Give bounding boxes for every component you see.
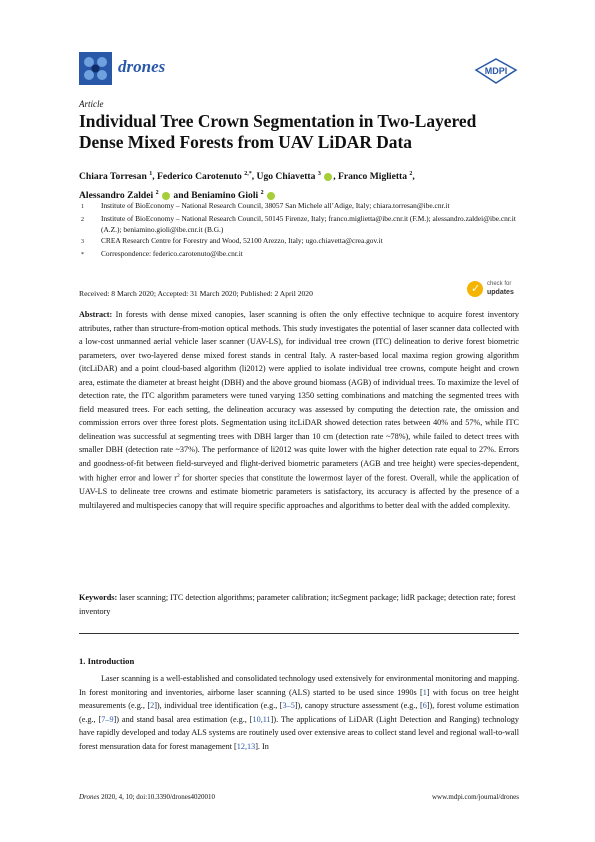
author-affil-sup: 2 — [155, 190, 159, 197]
svg-text:MDPI: MDPI — [484, 66, 508, 76]
mdpi-logo — [474, 58, 518, 84]
intro-text: ]), forest volume estimation (e.g., [ — [79, 701, 520, 724]
footer-doi: 2020, 4, 10; doi:10.3390/drones4020010 — [99, 793, 216, 801]
author-name: Federico Carotenuto — [157, 171, 242, 183]
abstract-label: Abstract: — [79, 310, 113, 319]
abstract — [79, 308, 519, 512]
publication-dates: Received: 8 March 2020; Accepted: 31 March 2020; Published: 2 April 2020 — [79, 289, 313, 298]
article-type: Article — [79, 99, 104, 109]
citation-link[interactable]: 1 — [422, 687, 427, 697]
affiliation-item — [79, 200, 519, 213]
abstract-text: In forests with dense mixed canopies, laser scanning is often the only effective technique to acquire forest inventory attributes, rather than structure-from-motion optical methods. This study investigates the potential of laser scanner data collected with a low-cost unmanned aerial vehicle laser scanner (UAV-LS), for individual tree crown (ITC) delineation to derive forest biometric parameters, over two-layered dense mixed forest stands in central Italy. A raster-based local maxima region growing algorithm (itcLiDAR) and a point cloud-based algorithm (li2012) were applied to isolate individual tree crowns, compute height and crown area, estimate the diameter at breast height (DBH) and the above ground biomass (AGB) of individual trees. To maximize the level of detection rate, the ITC algorithm parameters were tuned varying 1350 setting combinations and matching the segmented trees with field measured trees. For each setting, the delineation accuracy was assessed by computing the detection rate, the omission and commission errors over three forest plots. Segmentation using itcLiDAR showed detection rates between 40% and 57%, while ITC delineation was successful at segmenting trees with DBH larger than 10 cm (detection rate ~78%), while failed to detect trees with smaller DBH (detection rate ~37%). The performance of li2012 was quite lower with the higher detection rate equal to 27%. Errors and goodness-of-fit between field-surveyed and flight-derived biometric parameters (AGB and tree height) were species-dependent, with higher error and lower r — [79, 310, 519, 483]
intro-text: ]), canopy structure assessment (e.g., [ — [294, 701, 423, 710]
orcid-icon[interactable] — [324, 173, 332, 181]
orcid-icon[interactable] — [162, 192, 170, 200]
affiliation-text: Correspondence: federico.carotenuto@ibe.cnr.it — [101, 249, 243, 258]
footer-journal: Drones — [79, 793, 100, 801]
affiliation-text: Institute of BioEconomy – National Research Council, 38057 San Michele all’Adige, Italy; chiara.torresan@ibe.cnr.it — [101, 201, 450, 210]
citation-link[interactable]: 2 — [150, 701, 155, 710]
author-affil-sup: 3 — [317, 171, 321, 177]
orcid-icon[interactable] — [267, 192, 275, 200]
author-name: Chiara Torresan — [79, 171, 147, 183]
abstract-text-continued: for shorter species that constitute the lowermost layer of the forest. Overall, while the application of UAV-LS to delineate tree crowns and estimate biometric parameters is satisfactory, its accuracy is affected by the presence of a multilayered and multispecies canopy that will require specific approaches and algorithms to better deal with the added complexity. — [79, 473, 519, 510]
checkmark-icon: ✓ — [471, 282, 481, 295]
updates-line2: updates — [487, 289, 514, 296]
author-name: Ugo Chiavetta — [256, 171, 316, 183]
citation-link[interactable]: 3–5 — [282, 701, 295, 710]
affiliation-text: Institute of BioEconomy – National Research Council, 50145 Firenze, Italy; franco.miglietta@ibe.cnr.it (F.M.); alessandro.zaldei@ibe.cnr.it (A.Z.); beniamino.gioli@ibe.cnr.it (B.G.) — [101, 214, 516, 234]
affiliation-number: 1 — [81, 204, 84, 210]
affiliation-item — [79, 248, 519, 261]
check-for-updates-badge[interactable] — [467, 279, 519, 301]
section-divider — [79, 633, 519, 634]
author-name: Alessandro Zaldei — [79, 190, 154, 202]
footer-citation — [79, 793, 215, 801]
keywords-text: laser scanning; ITC detection algorithms; parameter calibration; itcSegment package; lidR package; detection rate; forest inventory — [79, 593, 516, 616]
affiliation-number: * — [81, 252, 84, 258]
citation-link[interactable]: 12,13 — [236, 741, 256, 751]
section-heading: 1. Introduction — [79, 656, 135, 666]
author-name: Beniamino Gioli — [191, 190, 259, 202]
author-affil-sup: 2 — [409, 171, 413, 177]
intro-text: ]) and stand basal area estimation (e.g., [ — [113, 714, 253, 724]
affiliation-text: CREA Research Centre for Forestry and Wood, 52100 Arezzo, Italy; ugo.chiavetta@crea.gov.it — [101, 236, 383, 245]
keywords — [79, 591, 519, 618]
author-conjunction: and — [173, 190, 189, 202]
author-name: Franco Miglietta — [338, 171, 408, 183]
author-affil-sup: 2,* — [244, 171, 252, 177]
author-affil-sup: 1 — [149, 171, 153, 177]
affiliations — [79, 200, 519, 261]
author-list — [79, 166, 519, 204]
citation-link[interactable]: 10,11 — [252, 714, 271, 724]
affiliation-number: 2 — [81, 217, 84, 223]
paper-title: Individual Tree Crown Segmentation in Two-Layered Dense Mixed Forests from UAV LiDAR Data — [79, 111, 477, 152]
journal-name: drones — [118, 57, 166, 76]
citation-link[interactable]: 6 — [422, 701, 427, 710]
keywords-label: Keywords: — [79, 593, 118, 602]
footer-url[interactable]: www.mdpi.com/journal/drones — [431, 793, 519, 801]
intro-text: ]), individual tree identification (e.g., [ — [154, 701, 283, 710]
drones-logo — [79, 52, 112, 85]
author-affil-sup: 2 — [260, 190, 264, 197]
updates-line1: check for — [487, 281, 512, 287]
author-line-1: Chiara Torresan $^1$, Federico Carotenuto $^{2,*}$, Ugo Chiavetta $^3$ , Franco Miglietta $^2$, — [79, 171, 415, 183]
intro-text: Laser scanning is a well-established and consolidated technology used extensively for environmental monitoring and mapping. In forest monitoring and inventories, airborne laser scanning (ALS) started to be used since 1990s [ — [79, 674, 519, 697]
intro-text: ]. In — [255, 741, 269, 751]
intro-text: ]). The applications of LiDAR (Light Detection and Ranging) technology have rapidly developed and today ALS systems are routinely used over extensive areas to collect stand level and regional wall-to-wall forest mensuration data for forest management [ — [79, 714, 519, 751]
abstract-sup: 2 — [176, 473, 180, 479]
intro-text: ] with focus on tree height measurements (e.g., [ — [79, 687, 519, 710]
affiliation-number: 3 — [81, 239, 84, 245]
introduction-paragraph — [79, 672, 519, 753]
affiliation-item — [79, 235, 519, 248]
citation-link[interactable]: 7–9 — [101, 714, 114, 724]
affiliation-item — [79, 213, 519, 235]
